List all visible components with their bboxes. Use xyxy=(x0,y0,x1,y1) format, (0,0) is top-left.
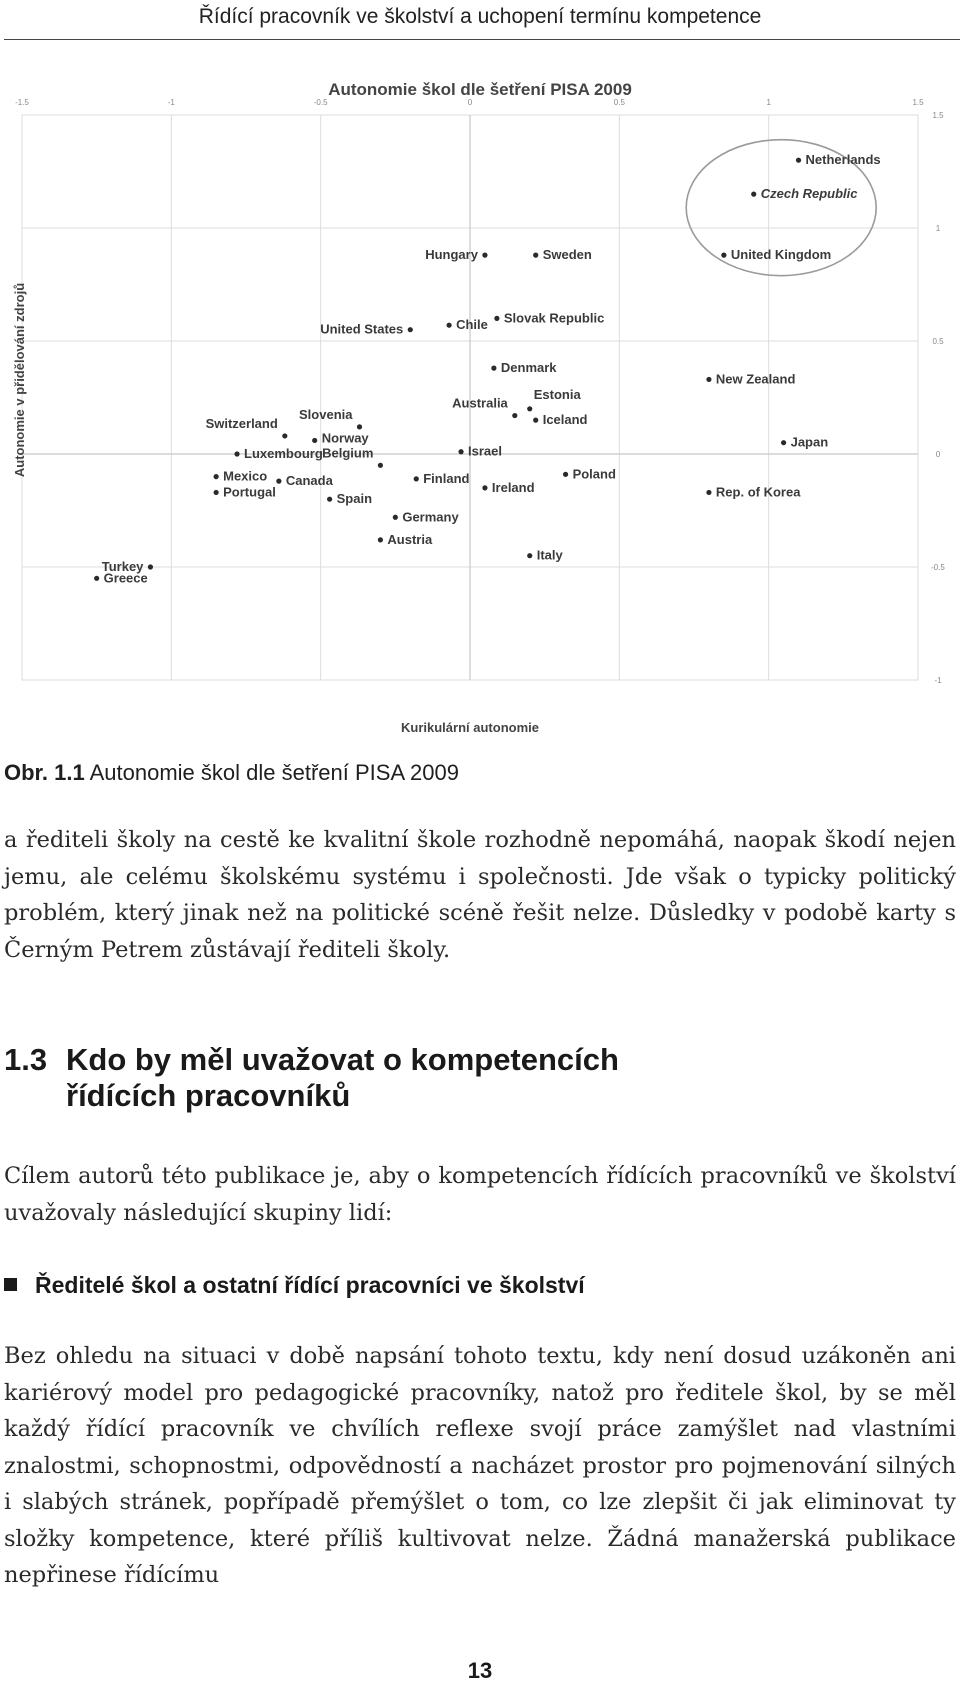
point-label: Czech Republic xyxy=(760,186,858,202)
section-title-line-1: Kdo by měl uvažovat o kompetencích xyxy=(66,1042,619,1077)
point-label: Mexico xyxy=(223,468,268,484)
data-point xyxy=(527,553,532,558)
paragraph-3: Bez ohledu na situaci v době napsání tohoto textu, kdy není dosud uzákoněn ani kariérový model pro pedagogické pracovníky, natož pro ředitele škol, by se měl každý řídící pracovník ve chvílích reflexe svojí práce zamýšlet nad vlastními znalostmi, schopnostmi, odpovědností a nacházet prostor pro pojmenování silných i slabých stránek, popřípadě přemýšlet o tom, co lze zlepšit či jak eliminovat ty složky kompetence, které příliš kultivovat nelze. Žádná manažerská publikace nepřinese řídícímu xyxy=(4,1343,956,1588)
data-point xyxy=(357,424,362,429)
running-header xyxy=(0,0,960,42)
point-label: United States xyxy=(320,321,404,337)
point-label: Luxembourg xyxy=(244,446,323,461)
x-tick-label: 0 xyxy=(467,98,473,107)
point-label: Greece xyxy=(103,570,148,586)
point-label: Rep. of Korea xyxy=(715,484,801,500)
data-point xyxy=(446,323,451,328)
x-tick-label: 0.5 xyxy=(613,98,625,107)
paragraph-2: Cílem autorů této publikace je, aby o kompetencích řídících pracovníků ve školství uvažovaly následující skupiny lidí: xyxy=(4,1163,956,1226)
point-label: Turkey xyxy=(101,559,144,574)
caption-prefix: Obr. 1.1 xyxy=(4,760,85,785)
x-tick-label: -1 xyxy=(167,98,175,107)
point-label: Poland xyxy=(572,466,616,482)
point-label: Norway xyxy=(321,430,369,446)
caption-text: Autonomie škol dle šetření PISA 2009 xyxy=(84,760,459,785)
point-label: Sweden xyxy=(542,247,592,263)
data-point xyxy=(327,497,332,502)
data-point xyxy=(312,438,317,443)
data-point xyxy=(378,463,383,468)
point-label: Denmark xyxy=(500,360,557,376)
point-label: Chile xyxy=(456,317,488,333)
point-label: Switzerland xyxy=(205,415,278,431)
y-tick-label: -1 xyxy=(934,676,942,685)
data-point xyxy=(796,158,801,163)
data-point xyxy=(148,564,153,569)
point-label: Italy xyxy=(536,547,563,563)
data-point xyxy=(781,440,786,445)
bullet-item xyxy=(4,1272,585,1299)
data-point xyxy=(482,485,487,490)
point-label: Hungary xyxy=(425,247,478,263)
point-label: United Kingdom xyxy=(730,247,832,263)
data-point xyxy=(414,476,419,481)
point-label: Germany xyxy=(402,509,459,525)
data-point xyxy=(533,253,538,258)
data-point xyxy=(234,451,239,456)
data-point xyxy=(94,576,99,581)
point-label: Finland xyxy=(423,470,470,486)
data-point xyxy=(491,366,496,371)
point-label: Ireland xyxy=(491,479,535,495)
data-point xyxy=(527,406,532,411)
page-number: 13 xyxy=(467,1658,493,1683)
paragraph-1: a řediteli školy na cestě ke kvalitní škole rozhodně nepomáhá, naopak škodí nejen jemu, ale celému školskému systému i společnosti. Jde však o typicky politický problém, který jinak než na politické scéně řešit nelze. Důsledky v podobě karty s Černým Petrem zůstávají řediteli školy. xyxy=(4,827,956,963)
data-point xyxy=(494,316,499,321)
section-title-line-2: řídících pracovníků xyxy=(66,1078,351,1113)
x-tick-labels xyxy=(15,98,924,107)
point-label: Austria xyxy=(387,531,433,547)
data-point xyxy=(276,479,281,484)
running-title: Řídící pracovník ve školství a uchopení termínu kompetence xyxy=(198,5,762,28)
data-point xyxy=(721,253,726,258)
point-label: Spain xyxy=(336,491,373,507)
data-point xyxy=(214,474,219,479)
data-point xyxy=(706,377,711,382)
y-tick-label: 1 xyxy=(935,224,941,233)
chart-title: Autonomie škol dle šetření PISA 2009 xyxy=(328,80,632,99)
point-label: Slovenia xyxy=(299,406,353,422)
y-tick-label: -0.5 xyxy=(931,563,945,572)
x-tick-label: 1.5 xyxy=(912,98,924,107)
data-point xyxy=(458,449,463,454)
point-label: Belgium xyxy=(322,445,374,461)
x-axis-label: Kurikulární autonomie xyxy=(401,720,539,735)
x-tick-label: -0.5 xyxy=(313,98,328,107)
data-point xyxy=(751,192,756,197)
point-label: Australia xyxy=(452,395,508,411)
y-tick-label: 0 xyxy=(935,450,941,459)
point-label: Estonia xyxy=(533,386,581,402)
data-point xyxy=(214,490,219,495)
figure-caption xyxy=(4,760,459,786)
point-label: Iceland xyxy=(542,412,588,428)
point-label: Slovak Republic xyxy=(503,310,605,326)
section-heading xyxy=(4,1042,619,1114)
pisa-autonomy-chart xyxy=(0,60,960,740)
point-label: New Zealand xyxy=(715,371,796,387)
section-number: 1.3 xyxy=(4,1042,48,1077)
square-bullet-icon xyxy=(4,1278,17,1291)
bullet-text: Ředitelé škol a ostatní řídící pracovníci ve školství xyxy=(35,1272,585,1298)
data-point xyxy=(563,472,568,477)
point-label: Japan xyxy=(790,434,829,450)
x-tick-label: 1 xyxy=(766,98,771,107)
data-point xyxy=(482,253,487,258)
data-point xyxy=(533,418,538,423)
data-point xyxy=(282,433,287,438)
data-point xyxy=(378,537,383,542)
y-tick-labels xyxy=(931,111,945,685)
data-points xyxy=(94,152,881,585)
point-label: Portugal xyxy=(223,484,276,500)
point-label: Israel xyxy=(468,443,503,459)
y-tick-label: 0.5 xyxy=(932,337,944,346)
data-point xyxy=(408,327,413,332)
y-axis-label: Autonomie v přidělování zdrojů xyxy=(12,282,27,478)
data-point xyxy=(393,515,398,520)
data-point xyxy=(706,490,711,495)
y-tick-label: 1.5 xyxy=(932,111,944,120)
header-rule xyxy=(4,39,960,40)
chart-svg xyxy=(0,60,960,740)
x-tick-label: -1.5 xyxy=(15,98,29,107)
data-point xyxy=(512,413,517,418)
point-label: Netherlands xyxy=(805,152,881,168)
point-label: Canada xyxy=(285,473,333,489)
